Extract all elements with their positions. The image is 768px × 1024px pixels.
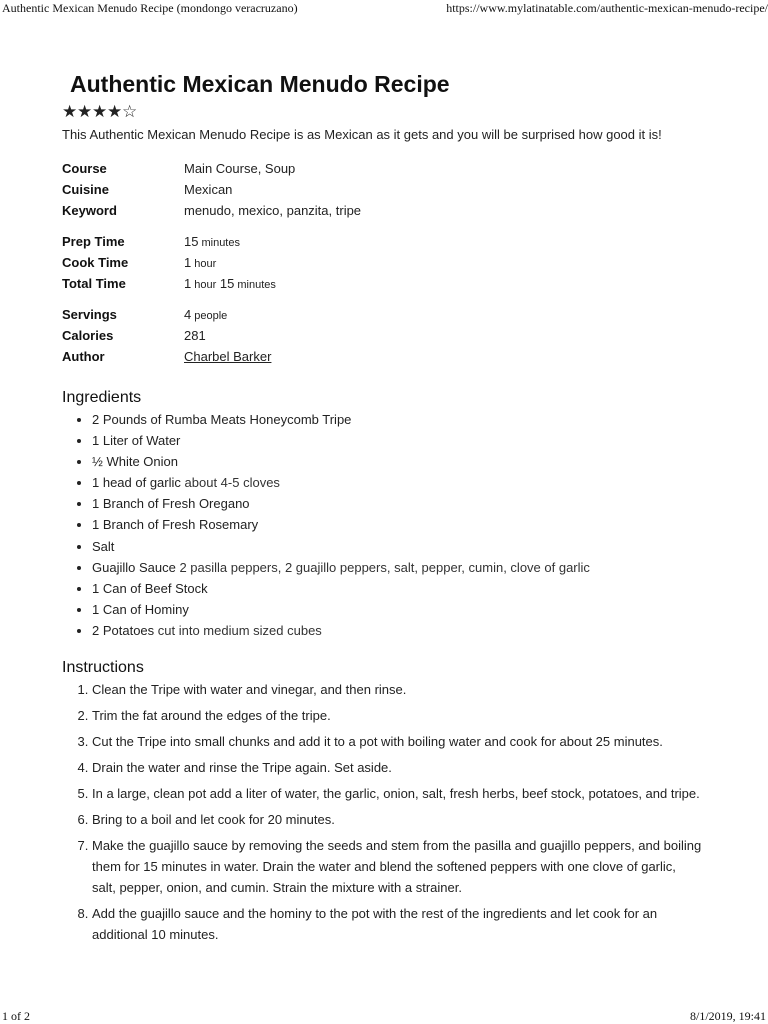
recipe-title: Authentic Mexican Menudo Recipe (70, 71, 450, 97)
ingredient-name: ½ White Onion (92, 454, 178, 470)
ingredient-name: 1 Liter of Water (92, 433, 181, 449)
meta-value[interactable]: 4 (184, 307, 192, 322)
meta-unit: people (194, 310, 228, 322)
ingredients-list (62, 409, 742, 641)
ingredient-note: 2 pasilla peppers, 2 guajillo peppers, salt, pepper, cumin, clove of garlic (179, 559, 590, 575)
instruction-step: 3. Cut the Tripe into small chunks and add it to a pot with boiling water and cook for about 25 minutes. (92, 731, 702, 752)
ingredient-item (92, 472, 742, 493)
ingredient-item (92, 620, 742, 641)
instruction-step: 6. Bring to a boil and let cook for 20 minutes. (92, 809, 702, 830)
print-timestamp: 8/1/2019, 19:41 (689, 1009, 766, 1023)
instruction-step: 8. Add the guajillo sauce and the hominy to the pot with the rest of the ingredients and let cook for an additional 10 minutes. (92, 903, 702, 945)
meta-total-time (62, 273, 742, 294)
meta-tags-group (62, 158, 742, 221)
author-link[interactable]: Charbel Barker (184, 349, 272, 364)
meta-unit: minutes (201, 237, 240, 249)
print-header (0, 0, 768, 18)
ingredient-name: 1 Can of Beef Stock (92, 580, 208, 596)
meta-label: Prep Time (62, 234, 125, 249)
print-page-title: Authentic Mexican Menudo Recipe (mondongo veracruzano) (2, 1, 298, 15)
meta-unit: minutes (237, 279, 276, 291)
meta-value: Mexican (184, 182, 233, 197)
meta-value: 15 (184, 234, 199, 249)
meta-label: Cook Time (62, 255, 129, 270)
ingredient-name: 1 head of garlic (92, 475, 181, 491)
ingredient-item (92, 493, 742, 514)
meta-value: 1 (184, 255, 192, 270)
meta-value: menudo, mexico, panzita, tripe (184, 203, 362, 218)
ingredient-item (92, 578, 742, 599)
meta-course (62, 158, 742, 179)
star-icon[interactable]: ★ (77, 102, 93, 121)
recipe-card (62, 68, 742, 950)
ingredient-name: 2 Pounds of Rumba Meats Honeycomb Tripe (92, 412, 352, 427)
instructions-list (62, 679, 702, 945)
instruction-step: 4. Drain the water and rinse the Tripe again. Set aside. (92, 757, 702, 778)
print-footer (0, 1008, 768, 1024)
meta-label: Course (62, 161, 107, 176)
ingredient-item (92, 430, 742, 451)
recipe-meta (62, 158, 742, 367)
star-icon[interactable]: ★ (62, 102, 78, 121)
meta-value: 15 (219, 276, 235, 291)
ingredient-name: 2 Potatoes (92, 622, 155, 638)
meta-cuisine (62, 179, 742, 200)
ingredient-name: Salt (92, 538, 115, 554)
instruction-step: 1. Clean the Tripe with water and vinegar, and then rinse. (92, 679, 702, 700)
ingredient-item (92, 599, 742, 620)
meta-label: Keyword (62, 203, 117, 218)
meta-label: Servings (62, 307, 117, 322)
star-icon[interactable]: ★ (92, 102, 108, 121)
star-empty-icon[interactable]: ☆ (122, 102, 138, 121)
ingredient-name: 1 Branch of Fresh Oregano (92, 496, 250, 512)
meta-calories (62, 325, 742, 346)
meta-details-group (62, 304, 742, 367)
meta-value: 281 (184, 328, 206, 343)
recipe-rating[interactable] (62, 102, 742, 122)
meta-unit: hour (194, 279, 217, 291)
meta-value: Main Course, Soup (184, 161, 296, 176)
star-icon[interactable]: ★ (107, 102, 123, 121)
meta-cook-time (62, 252, 742, 273)
instruction-step: 2. Trim the fat around the edges of the tripe. (92, 705, 702, 726)
instruction-step: 5. In a large, clean pot add a liter of water, the garlic, onion, salt, fresh herbs, beef stock, potatoes, and tripe. (92, 783, 702, 804)
meta-prep-time (62, 231, 742, 252)
print-page-url: https://www.mylatinatable.com/authentic-mexican-menudo-recipe/ (446, 1, 768, 15)
ingredient-name: Guajillo Sauce (92, 559, 176, 575)
ingredient-name: 1 Can of Hominy (92, 601, 189, 617)
ingredient-item (92, 409, 742, 430)
ingredient-note: about 4-5 cloves (184, 475, 280, 491)
ingredients-heading: Ingredients (62, 389, 142, 406)
ingredient-name: 1 Branch of Fresh Rosemary (92, 517, 259, 533)
ingredient-item (92, 557, 742, 578)
instructions-heading: Instructions (62, 659, 144, 677)
instruction-step: 7. Make the guajillo sauce by removing the seeds and stem from the pasilla and guajillo peppers, and boiling them for 15 minutes in water. Drain the water and blend the softened peppers with one clove of garlic, salt, pepper, onion, and cumin. Strain the mixture with a strainer. (92, 835, 702, 898)
ingredient-item (92, 536, 742, 557)
meta-author (62, 346, 742, 367)
ingredient-item (92, 451, 742, 472)
page-number: 1 of 2 (2, 1009, 30, 1023)
meta-times-group (62, 231, 742, 294)
meta-value: 1 (184, 276, 192, 291)
meta-unit: hour (194, 258, 217, 270)
ingredient-item (92, 514, 742, 535)
meta-label: Author (62, 349, 105, 364)
meta-label: Cuisine (62, 182, 109, 197)
meta-servings (62, 304, 742, 325)
recipe-summary: This Authentic Mexican Menudo Recipe is as Mexican as it gets and you will be surprised how good it is! (62, 127, 662, 142)
ingredient-note: cut into medium sized cubes (157, 622, 322, 638)
meta-keyword (62, 200, 742, 221)
meta-label: Calories (62, 328, 114, 343)
meta-label: Total Time (62, 276, 126, 291)
